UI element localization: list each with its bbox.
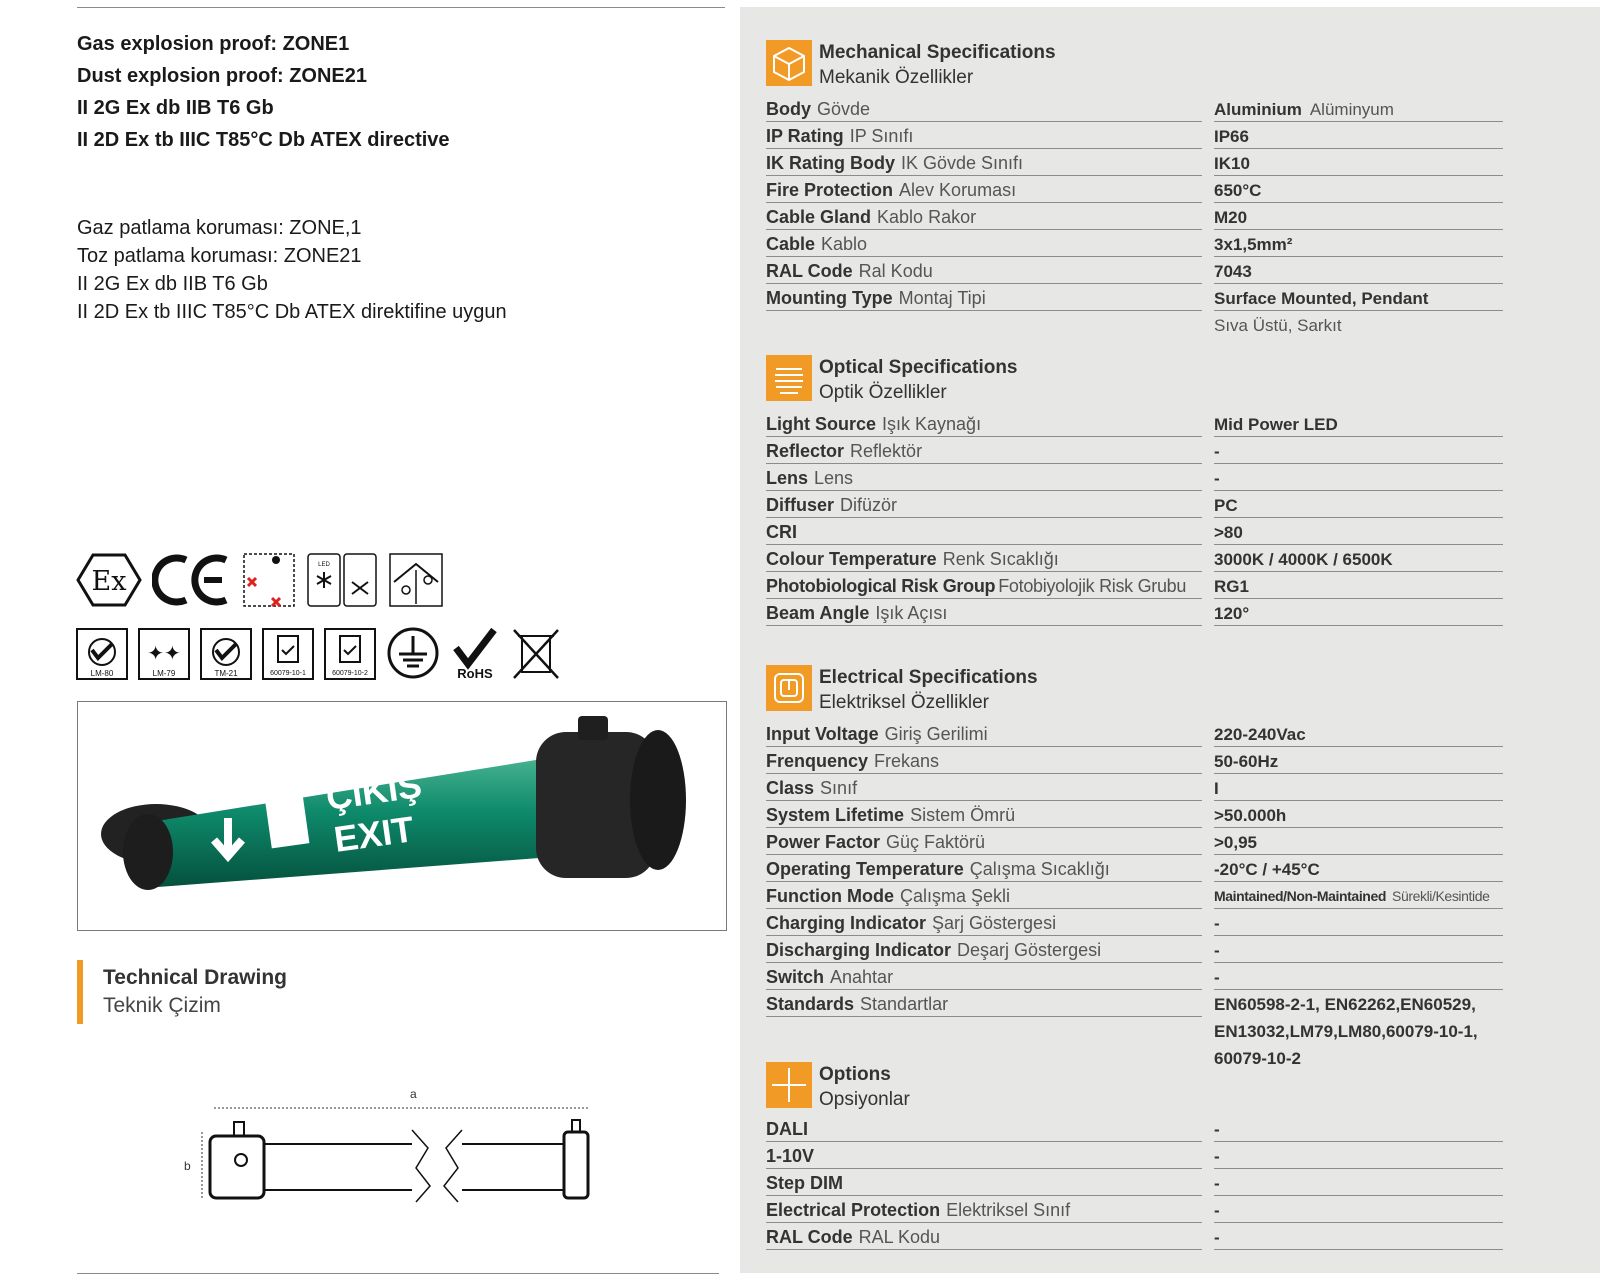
spec-row — [766, 177, 1503, 204]
spec-value-tr: Alüminyum — [1309, 100, 1394, 119]
spec-label: Class — [766, 778, 815, 798]
spec-label: RAL Code — [766, 261, 853, 281]
spec-label-tr: Reflektör — [850, 441, 923, 461]
spec-label: IK Rating Body — [766, 153, 895, 173]
spec-value: - — [1214, 966, 1503, 990]
spec-label: DALI — [766, 1119, 808, 1139]
spec-value: 650°C — [1214, 179, 1503, 203]
spec-row — [766, 204, 1503, 231]
led-icon-label: LED — [318, 562, 330, 568]
certification-icons-row-2 — [76, 622, 572, 680]
svg-text:✦✦: ✦✦ — [147, 643, 181, 665]
spec-value: M20 — [1214, 206, 1503, 230]
cube-icon — [766, 40, 812, 86]
mechanical-subtitle: Mekanik Özellikler — [819, 67, 974, 88]
spec-label: Step DIM — [766, 1173, 844, 1193]
spec-value: - — [1214, 1199, 1503, 1223]
spec-label: Reflector — [766, 441, 845, 461]
optical-subtitle: Optik Özellikler — [819, 382, 947, 403]
spec-row — [766, 150, 1503, 177]
electrical-title: Electrical Specifications — [819, 667, 1038, 688]
technical-drawing-heading — [77, 960, 287, 1024]
spec-label: CRI — [766, 522, 797, 542]
rohs-icon — [450, 626, 500, 680]
spec-label: Electrical Protection — [766, 1200, 941, 1220]
spec-label-tr: Frekans — [874, 751, 940, 771]
spec-row — [766, 285, 1503, 312]
certification-icons-row-1 — [76, 548, 454, 608]
spec-value: - — [1214, 912, 1503, 936]
spec-row — [766, 600, 1503, 627]
led-driver-icon — [306, 552, 378, 608]
top-divider — [77, 7, 725, 8]
spec-value: - — [1214, 1145, 1503, 1169]
protective-earth-icon — [386, 626, 440, 680]
exit-tube-luminaire — [78, 702, 726, 930]
spec-label: IP Rating — [766, 126, 844, 146]
exit-label-en: EXIT — [331, 808, 417, 860]
spec-label: Switch — [766, 967, 825, 987]
hazard-zone-icon — [242, 552, 296, 608]
spec-label: Power Factor — [766, 832, 881, 852]
cert-line: Toz patlama koruması: ZONE21 — [77, 245, 362, 267]
spec-label-tr: Işık Açısı — [875, 603, 948, 623]
spec-value: 50-60Hz — [1214, 750, 1503, 774]
spec-label-tr: Standartlar — [860, 994, 949, 1014]
spec-label: Mounting Type — [766, 288, 893, 308]
ce-mark-icon — [152, 552, 232, 608]
spec-label-tr: RAL Kodu — [858, 1227, 941, 1247]
spec-label: Photobiological Risk Group — [766, 576, 996, 596]
spec-row — [766, 123, 1503, 150]
spec-value: >50.000h — [1214, 804, 1503, 828]
lm80-label: LM-80 — [90, 669, 114, 678]
spec-label-tr: Çalışma Şekli — [899, 886, 1011, 906]
iec-60079-10-1-icon — [262, 628, 314, 680]
spec-value: 3x1,5mm² — [1214, 233, 1503, 257]
spec-row — [766, 775, 1503, 802]
cert-line: II 2D Ex tb IIIC T85°C Db ATEX direktifine uygun — [77, 301, 507, 323]
spec-value: - — [1214, 440, 1503, 464]
lm79-label: LM-79 — [152, 669, 176, 678]
certifications-tr — [77, 214, 507, 326]
ex-icon — [76, 552, 142, 608]
spec-row — [766, 829, 1503, 856]
spec-value: Aluminium — [1214, 100, 1302, 119]
tm21-icon — [200, 628, 252, 680]
spec-label: Input Voltage — [766, 724, 879, 744]
spec-label: Body — [766, 99, 811, 119]
mechanical-title: Mechanical Specifications — [819, 42, 1056, 63]
spec-label-tr: Gövde — [817, 99, 871, 119]
spec-label: Lens — [766, 468, 809, 488]
spec-value: - — [1214, 1226, 1503, 1250]
tm21-label: TM-21 — [214, 669, 238, 678]
spec-row — [766, 883, 1503, 910]
spec-label-tr: Şarj Göstergesi — [932, 913, 1057, 933]
spec-label-tr: Işık Kaynağı — [882, 414, 982, 434]
iec2-label: 60079-10-2 — [332, 670, 368, 677]
spec-label: RAL Code — [766, 1227, 853, 1247]
spec-row — [766, 465, 1503, 492]
bottom-divider — [77, 1273, 719, 1274]
technical-drawing-title: Technical Drawing — [103, 966, 287, 989]
rohs-label: RoHS — [457, 666, 493, 680]
spec-row-continued — [766, 312, 1503, 339]
spec-row — [766, 411, 1503, 438]
dim-b-label: b — [184, 1159, 191, 1173]
spec-value: 60079-10-2 — [1214, 1049, 1301, 1068]
cert-line: Gaz patlama koruması: ZONE,1 — [77, 217, 362, 239]
lm79-icon — [138, 628, 190, 680]
spec-row — [766, 519, 1503, 546]
spec-value: EN13032,LM79,LM80,60079-10-1, — [1214, 1022, 1478, 1041]
spec-label: Discharging Indicator — [766, 940, 952, 960]
spec-label: Fire Protection — [766, 180, 894, 200]
spec-row — [766, 546, 1503, 573]
spec-label: Charging Indicator — [766, 913, 927, 933]
spec-value: - — [1214, 1172, 1503, 1196]
plus-icon — [766, 1062, 812, 1108]
spec-row — [766, 438, 1503, 465]
spec-value: Mid Power LED — [1214, 413, 1503, 437]
spec-value: 7043 — [1214, 260, 1503, 284]
spec-label: 1-10V — [766, 1146, 815, 1166]
optical-title: Optical Specifications — [819, 357, 1018, 378]
spec-value: - — [1214, 467, 1503, 491]
spec-value: >0,95 — [1214, 831, 1503, 855]
spec-label-tr: Elektriksel Sınıf — [946, 1200, 1071, 1220]
spec-label: Light Source — [766, 414, 877, 434]
spec-row — [766, 573, 1503, 600]
spec-label: Beam Angle — [766, 603, 870, 623]
spec-row — [766, 258, 1503, 285]
spec-row — [766, 1170, 1503, 1197]
spec-label: Frenquency — [766, 751, 869, 771]
spec-value: RG1 — [1214, 575, 1503, 599]
optics-icon — [766, 355, 812, 401]
spec-value: 120° — [1214, 602, 1503, 626]
spec-row — [766, 721, 1503, 748]
spec-label: System Lifetime — [766, 805, 905, 825]
cert-line: Gas explosion proof: ZONE1 — [77, 33, 350, 55]
spec-row — [766, 492, 1503, 519]
cert-line: II 2G Ex db IIB T6 Gb — [77, 273, 268, 295]
spec-label: Diffuser — [766, 495, 835, 515]
spec-row — [766, 964, 1503, 991]
spec-label-tr: Anahtar — [830, 967, 894, 987]
spec-row — [766, 802, 1503, 829]
iec-60079-10-2-icon — [324, 628, 376, 680]
spec-label: Standards — [766, 994, 855, 1014]
exit-label-tr: ÇIKIŞ — [323, 763, 425, 818]
spec-value: IP66 — [1214, 125, 1503, 149]
cert-line: II 2D Ex tb IIIC T85°C Db ATEX directive — [77, 129, 450, 151]
cert-line: Dust explosion proof: ZONE21 — [77, 65, 368, 87]
electrical-subtitle: Elektriksel Özellikler — [819, 692, 989, 713]
spec-label-tr: Çalışma Sıcaklığı — [969, 859, 1110, 879]
spec-label-tr: Ral Kodu — [858, 261, 933, 281]
options-title: Options — [819, 1064, 891, 1085]
spec-label: Cable — [766, 234, 816, 254]
spec-value: EN60598-2-1, EN62262,EN60529, — [1214, 995, 1476, 1014]
dim-a-label: a — [410, 1087, 417, 1101]
spec-value: - — [1214, 1118, 1503, 1142]
spec-label-tr: Kablo — [821, 234, 868, 254]
spec-value: Surface Mounted, Pendant — [1214, 287, 1503, 311]
spec-row — [766, 937, 1503, 964]
spec-row-continued — [766, 1018, 1503, 1045]
spec-value: I — [1214, 777, 1503, 801]
spec-row — [766, 910, 1503, 937]
spec-value: 220-240Vac — [1214, 723, 1503, 747]
spec-label: Operating Temperature — [766, 859, 964, 879]
technical-drawing — [180, 1086, 600, 1216]
spec-row — [766, 991, 1503, 1018]
spec-row — [766, 748, 1503, 775]
electrical-icon — [766, 665, 812, 711]
product-image — [77, 701, 727, 931]
spec-row — [766, 96, 1503, 123]
lm80-icon — [76, 628, 128, 680]
spec-value-tr: Sürekli/Kesintide — [1392, 888, 1490, 904]
spec-value: 3000K / 4000K / 6500K — [1214, 548, 1503, 572]
spec-label-tr: Giriş Gerilimi — [884, 724, 988, 744]
spec-label-tr: IP Sınıfı — [849, 126, 914, 146]
spec-label-tr: Alev Koruması — [899, 180, 1017, 200]
spec-label-tr: Montaj Tipi — [898, 288, 986, 308]
spec-value: -20°C / +45°C — [1214, 858, 1503, 882]
spec-label-tr: Sınıf — [820, 778, 858, 798]
spec-label-tr: Güç Faktörü — [886, 832, 986, 852]
spec-value-tr: Sıva Üstü, Sarkıt — [1214, 316, 1342, 335]
cert-line: II 2G Ex db IIB T6 Gb — [77, 97, 274, 119]
spec-value: >80 — [1214, 521, 1503, 545]
ex-icon-label: Ex — [91, 566, 127, 597]
spec-row — [766, 856, 1503, 883]
spec-row — [766, 1116, 1503, 1143]
certifications-en — [77, 28, 450, 156]
weee-bin-icon — [510, 626, 562, 680]
spec-row — [766, 1143, 1503, 1170]
indoor-outdoor-icon — [388, 552, 444, 608]
spec-label: Cable Gland — [766, 207, 872, 227]
spec-row — [766, 231, 1503, 258]
spec-label-tr: Difüzör — [840, 495, 898, 515]
spec-label-tr: Lens — [814, 468, 854, 488]
spec-label-tr: Sistem Ömrü — [910, 805, 1016, 825]
spec-label-tr: Renk Sıcaklığı — [942, 549, 1059, 569]
iec1-label: 60079-10-1 — [270, 670, 306, 677]
spec-label-tr: IK Gövde Sınıfı — [901, 153, 1024, 173]
spec-row — [766, 1224, 1503, 1251]
spec-row — [766, 1197, 1503, 1224]
spec-label: Colour Temperature — [766, 549, 937, 569]
spec-value: PC — [1214, 494, 1503, 518]
options-subtitle: Opsiyonlar — [819, 1089, 910, 1110]
spec-value: IK10 — [1214, 152, 1503, 176]
spec-value: Maintained/Non-Maintained — [1214, 888, 1387, 904]
spec-value: - — [1214, 939, 1503, 963]
spec-label-tr: Fotobiyolojik Risk Grubu — [998, 576, 1187, 596]
technical-drawing-subtitle: Teknik Çizim — [103, 994, 221, 1017]
spec-label-tr: Deşarj Göstergesi — [957, 940, 1102, 960]
spec-label: Function Mode — [766, 886, 894, 906]
spec-label-tr: Kablo Rakor — [877, 207, 977, 227]
